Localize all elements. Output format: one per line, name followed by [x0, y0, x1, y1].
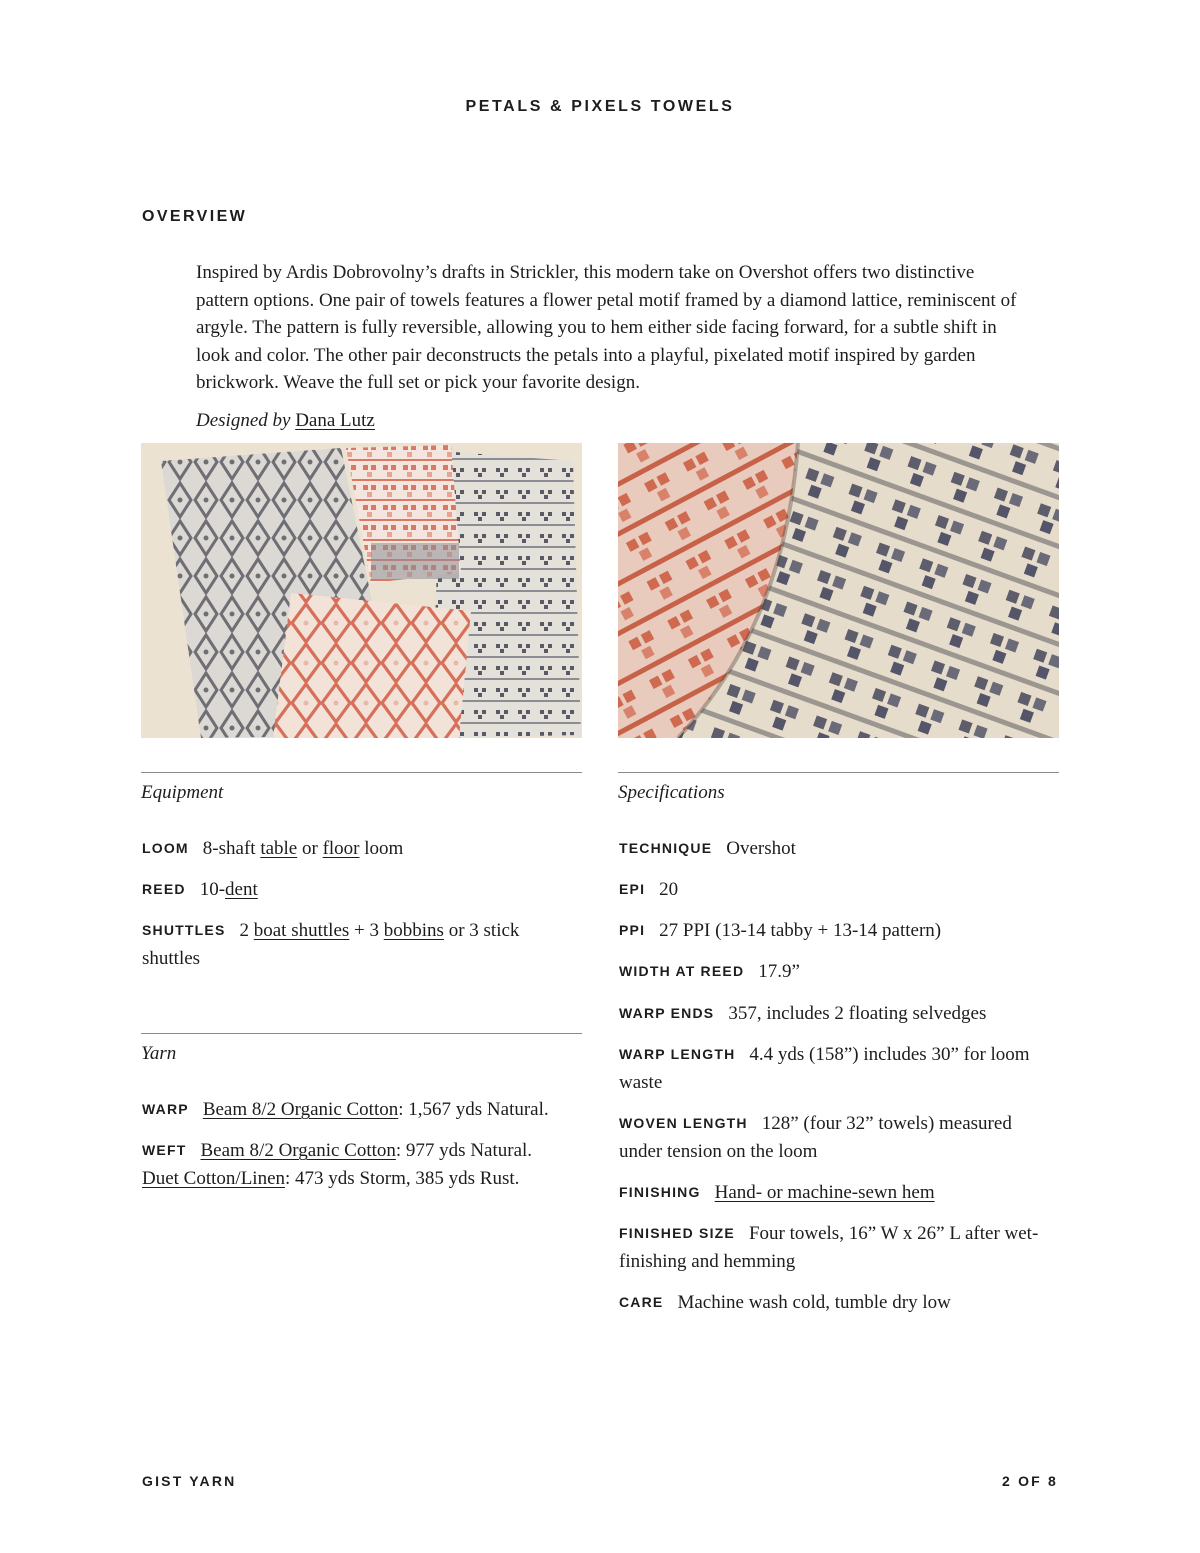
- specifications-rule: [618, 772, 1059, 773]
- warp-length-value: 4.4 yds (158”) includes 30” for loom waste: [619, 1044, 1030, 1093]
- loom-text-end: loom: [359, 838, 404, 859]
- spec-ppi: [619, 917, 1059, 945]
- spec-finishing: [619, 1179, 1059, 1207]
- towels-flatlay-photo: [141, 443, 582, 738]
- spec-warp-length: [619, 1041, 1059, 1096]
- finished-size-label: FINISHED SIZE: [619, 1225, 735, 1241]
- yarn-heading: Yarn: [141, 1043, 177, 1064]
- floor-loom-link[interactable]: floor: [322, 838, 360, 859]
- equipment-rule: [141, 772, 582, 773]
- finished-size-value: Four towels, 16” W x 26” L after wet-finishing and hemming: [619, 1223, 1039, 1272]
- spec-care: [619, 1289, 1059, 1317]
- document-title: PETALS & PIXELS TOWELS: [465, 98, 735, 115]
- overview-heading: OVERVIEW: [142, 208, 248, 225]
- equipment-reed: [142, 876, 582, 904]
- bobbins-link[interactable]: bobbins: [383, 920, 444, 941]
- reed-label: REED: [142, 881, 186, 897]
- loom-label: LOOM: [142, 840, 189, 856]
- equipment-loom: [142, 835, 582, 863]
- epi-value: 20: [659, 879, 679, 900]
- technique-value: Overshot: [726, 838, 796, 859]
- shuttles-text-mid: + 3: [349, 920, 384, 941]
- reed-text: 10-: [199, 879, 226, 900]
- warp-length-label: WARP LENGTH: [619, 1046, 736, 1062]
- yarn-rule: [141, 1033, 582, 1034]
- care-label: CARE: [619, 1294, 664, 1310]
- warp-ends-value: 357, includes 2 floating selvedges: [728, 1003, 987, 1024]
- loom-text: 8-shaft: [202, 838, 261, 859]
- duet-yarn-link[interactable]: Duet Cotton/Linen: [142, 1167, 286, 1189]
- duet-yarn-amount: : 473 yds Storm, 385 yds Rust.: [285, 1167, 520, 1189]
- boat-shuttles-link[interactable]: boat shuttles: [253, 920, 350, 941]
- ppi-value: 27 PPI (13-14 tabby + 13-14 pattern): [659, 920, 942, 941]
- spec-technique: [619, 835, 1059, 863]
- loom-text-or: or: [297, 838, 323, 859]
- fabric-closeup-photo: [618, 443, 1059, 738]
- designed-by-label: Designed by: [196, 410, 291, 431]
- shuttles-text-end: or 3 stick shuttles: [142, 920, 520, 969]
- shuttles-label: SHUTTLES: [142, 922, 226, 938]
- finishing-label: FINISHING: [619, 1184, 701, 1200]
- table-loom-link[interactable]: table: [260, 838, 298, 859]
- spec-woven-length: [619, 1110, 1059, 1165]
- ppi-label: PPI: [619, 922, 646, 938]
- weft-label: WEFT: [142, 1142, 187, 1158]
- designer-credit: [196, 410, 375, 432]
- warp-yarn-link[interactable]: Beam 8/2 Organic Cotton: [202, 1099, 399, 1120]
- designer-link[interactable]: Dana Lutz: [295, 410, 375, 431]
- spec-epi: [619, 876, 1059, 904]
- weft-yarn-amount: : 977 yds Natural.: [395, 1140, 533, 1161]
- hem-link[interactable]: Hand- or machine-sewn hem: [714, 1182, 935, 1203]
- weft-yarn-link[interactable]: Beam 8/2 Organic Cotton: [200, 1140, 396, 1161]
- care-value: Machine wash cold, tumble dry low: [677, 1292, 951, 1313]
- width-at-reed-value: 17.9”: [758, 961, 800, 982]
- spec-finished-size: [619, 1220, 1059, 1275]
- warp-yarn-amount: : 1,567 yds Natural.: [398, 1099, 549, 1120]
- shuttles-text: 2: [239, 920, 254, 941]
- warp-ends-label: WARP ENDS: [619, 1005, 715, 1021]
- warp-label: WARP: [142, 1101, 189, 1117]
- yarn-weft: [142, 1137, 582, 1192]
- woven-length-value: 128” (four 32” towels) measured under tension on the loom: [619, 1113, 1012, 1162]
- spec-width-at-reed: [619, 958, 1059, 986]
- technique-label: TECHNIQUE: [619, 840, 713, 856]
- dent-link[interactable]: dent: [225, 879, 258, 900]
- yarn-warp: [142, 1096, 582, 1124]
- epi-label: EPI: [619, 881, 646, 897]
- overview-paragraph: [196, 259, 1026, 397]
- spec-warp-ends: [619, 1000, 1059, 1028]
- overview-text: Inspired by Ardis Dobrovolny’s drafts in Strickler, this modern take on Overshot offers two distinctive pattern options. One pair of towels features a flower petal motif framed by a diamond lattice, reminiscent of argyle. The pattern is fully reversible, allowing you to hem either side facing forward, for a subtle shift in look and color. The other pair deconstructs the petals into a playful, pixelated motif inspired by garden brickwork. Weave the full set or pick your favorite design.: [196, 262, 1017, 393]
- width-at-reed-label: WIDTH AT REED: [619, 963, 745, 979]
- specifications-heading: Specifications: [618, 782, 725, 803]
- woven-length-label: WOVEN LENGTH: [619, 1115, 748, 1131]
- footer-page-number: 2 OF 8: [1002, 1473, 1058, 1489]
- equipment-heading: Equipment: [141, 782, 224, 803]
- equipment-shuttles: [142, 917, 582, 972]
- footer-brand: GIST YARN: [142, 1473, 237, 1489]
